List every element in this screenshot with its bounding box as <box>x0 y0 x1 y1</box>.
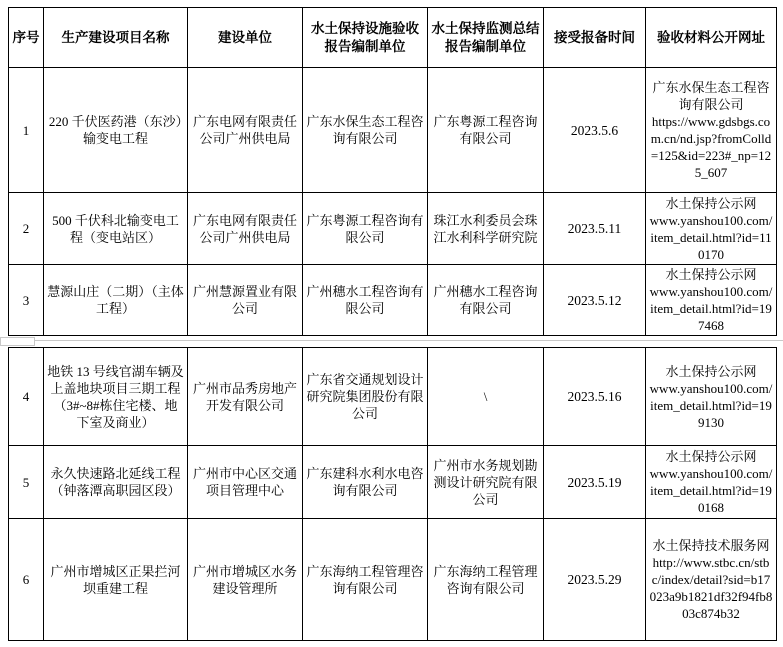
cell-serial: 2 <box>9 193 44 265</box>
cell-project-name: 500 千伏科北输变电工程（变电站区） <box>44 193 188 265</box>
cell-serial: 1 <box>9 68 44 193</box>
cell-serial: 5 <box>9 446 44 519</box>
cell-public-url <box>646 446 777 519</box>
cell-project-name: 地铁 13 号线官湖车辆及上盖地块项目三期工程（3#~8#栋住宅楼、地下室及商业） <box>44 348 188 446</box>
col-header-monitor-report-unit: 水土保持监测总结报告编制单位 <box>428 8 544 68</box>
cell-public-url <box>646 193 777 265</box>
publish-url-text: www.yanshou100.com/item_detail.html?id=110170 <box>649 212 773 262</box>
col-header-project-name: 生产建设项目名称 <box>44 8 188 68</box>
publish-url-text: www.yanshou100.com/item_detail.html?id=197468 <box>649 284 773 333</box>
table-row <box>9 68 777 193</box>
cell-monitor-unit: 广州穗水工程咨询有限公司 <box>428 265 544 336</box>
cell-acceptance-unit: 广东建科水利水电咨询有限公司 <box>303 446 428 519</box>
cell-serial: 6 <box>9 519 44 641</box>
cell-public-url <box>646 68 777 193</box>
cell-monitor-unit: 广州市水务规划勘测设计研究院有限公司 <box>428 446 544 519</box>
cell-builder: 广州慧源置业有限公司 <box>188 265 303 336</box>
cell-filing-date: 2023.5.11 <box>544 193 646 265</box>
cell-acceptance-unit: 广东海纳工程管理咨询有限公司 <box>303 519 428 641</box>
cell-filing-date: 2023.5.29 <box>544 519 646 641</box>
cell-builder: 广州市中心区交通项目管理中心 <box>188 446 303 519</box>
cell-monitor-unit: \ <box>428 348 544 446</box>
cell-monitor-unit: 珠江水利委员会珠江水利科学研究院 <box>428 193 544 265</box>
cell-project-name: 广州市增城区正果拦河坝重建工程 <box>44 519 188 641</box>
table-header-row <box>9 8 777 68</box>
cell-filing-date: 2023.5.12 <box>544 265 646 336</box>
publish-url-text: www.yanshou100.com/item_detail.html?id=190168 <box>649 466 773 515</box>
page-break-handle <box>0 337 35 346</box>
cell-filing-date: 2023.5.6 <box>544 68 646 193</box>
cell-acceptance-unit: 广东水保生态工程咨询有限公司 <box>303 68 428 193</box>
publish-site-name: 广东水保生态工程咨询有限公司 <box>652 80 770 112</box>
table-row <box>9 446 777 519</box>
col-header-public-url: 验收材料公开网址 <box>646 8 777 68</box>
publish-site-name: 水土保持公示网 <box>665 267 757 282</box>
publish-site-name: 水土保持公示网 <box>665 449 757 464</box>
cell-filing-date: 2023.5.19 <box>544 446 646 519</box>
table-row <box>9 193 777 265</box>
col-header-serial: 序号 <box>9 8 44 68</box>
cell-builder: 广州市增城区水务建设管理所 <box>188 519 303 641</box>
cell-builder: 广东电网有限责任公司广州供电局 <box>188 68 303 193</box>
cell-public-url <box>646 265 777 336</box>
cell-acceptance-unit: 广东省交通规划设计研究院集团股份有限公司 <box>303 348 428 446</box>
cell-filing-date: 2023.5.16 <box>544 348 646 446</box>
table-row <box>9 519 777 641</box>
cell-builder: 广东电网有限责任公司广州供电局 <box>188 193 303 265</box>
publish-url-text: www.yanshou100.com/item_detail.html?id=199130 <box>649 380 773 430</box>
page-break-divider <box>0 336 783 347</box>
cell-monitor-unit: 广东海纳工程管理咨询有限公司 <box>428 519 544 641</box>
cell-public-url <box>646 519 777 641</box>
cell-public-url <box>646 348 777 446</box>
cell-project-name: 慧源山庄（二期）（主体工程） <box>44 265 188 336</box>
publish-site-name: 水土保持公示网 <box>665 195 757 211</box>
cell-monitor-unit: 广东粤源工程咨询有限公司 <box>428 68 544 193</box>
acceptance-filing-table-part-2 <box>8 347 777 641</box>
cell-acceptance-unit: 广东粤源工程咨询有限公司 <box>303 193 428 265</box>
cell-serial: 4 <box>9 348 44 446</box>
table-row <box>9 348 777 446</box>
publish-site-name: 水土保持公示网 <box>665 363 757 379</box>
cell-acceptance-unit: 广州穗水工程咨询有限公司 <box>303 265 428 336</box>
cell-project-name: 永久快速路北延线工程（钟落潭高职园区段） <box>44 446 188 519</box>
col-header-acceptance-report-unit: 水土保持设施验收报告编制单位 <box>303 8 428 68</box>
publish-url-text: https://www.gdsbgs.com.cn/nd.jsp?fromColld=125&id=223#_np=125_607 <box>650 114 772 180</box>
cell-project-name: 220 千伏医药港（东沙）输变电工程 <box>44 68 188 193</box>
col-header-filing-date: 接受报备时间 <box>544 8 646 68</box>
publish-url-text: http://www.stbc.cn/stbc/index/detail?sid=b17023a9b1821df32f94fb803c874b32 <box>649 555 773 621</box>
cell-builder: 广州市品秀房地产开发有限公司 <box>188 348 303 446</box>
publish-site-name: 水土保持技术服务网 <box>652 538 770 553</box>
cell-serial: 3 <box>9 265 44 336</box>
table-row <box>9 265 777 336</box>
page-break-line <box>34 340 783 341</box>
acceptance-filing-table-part-1 <box>8 7 777 336</box>
col-header-builder: 建设单位 <box>188 8 303 68</box>
